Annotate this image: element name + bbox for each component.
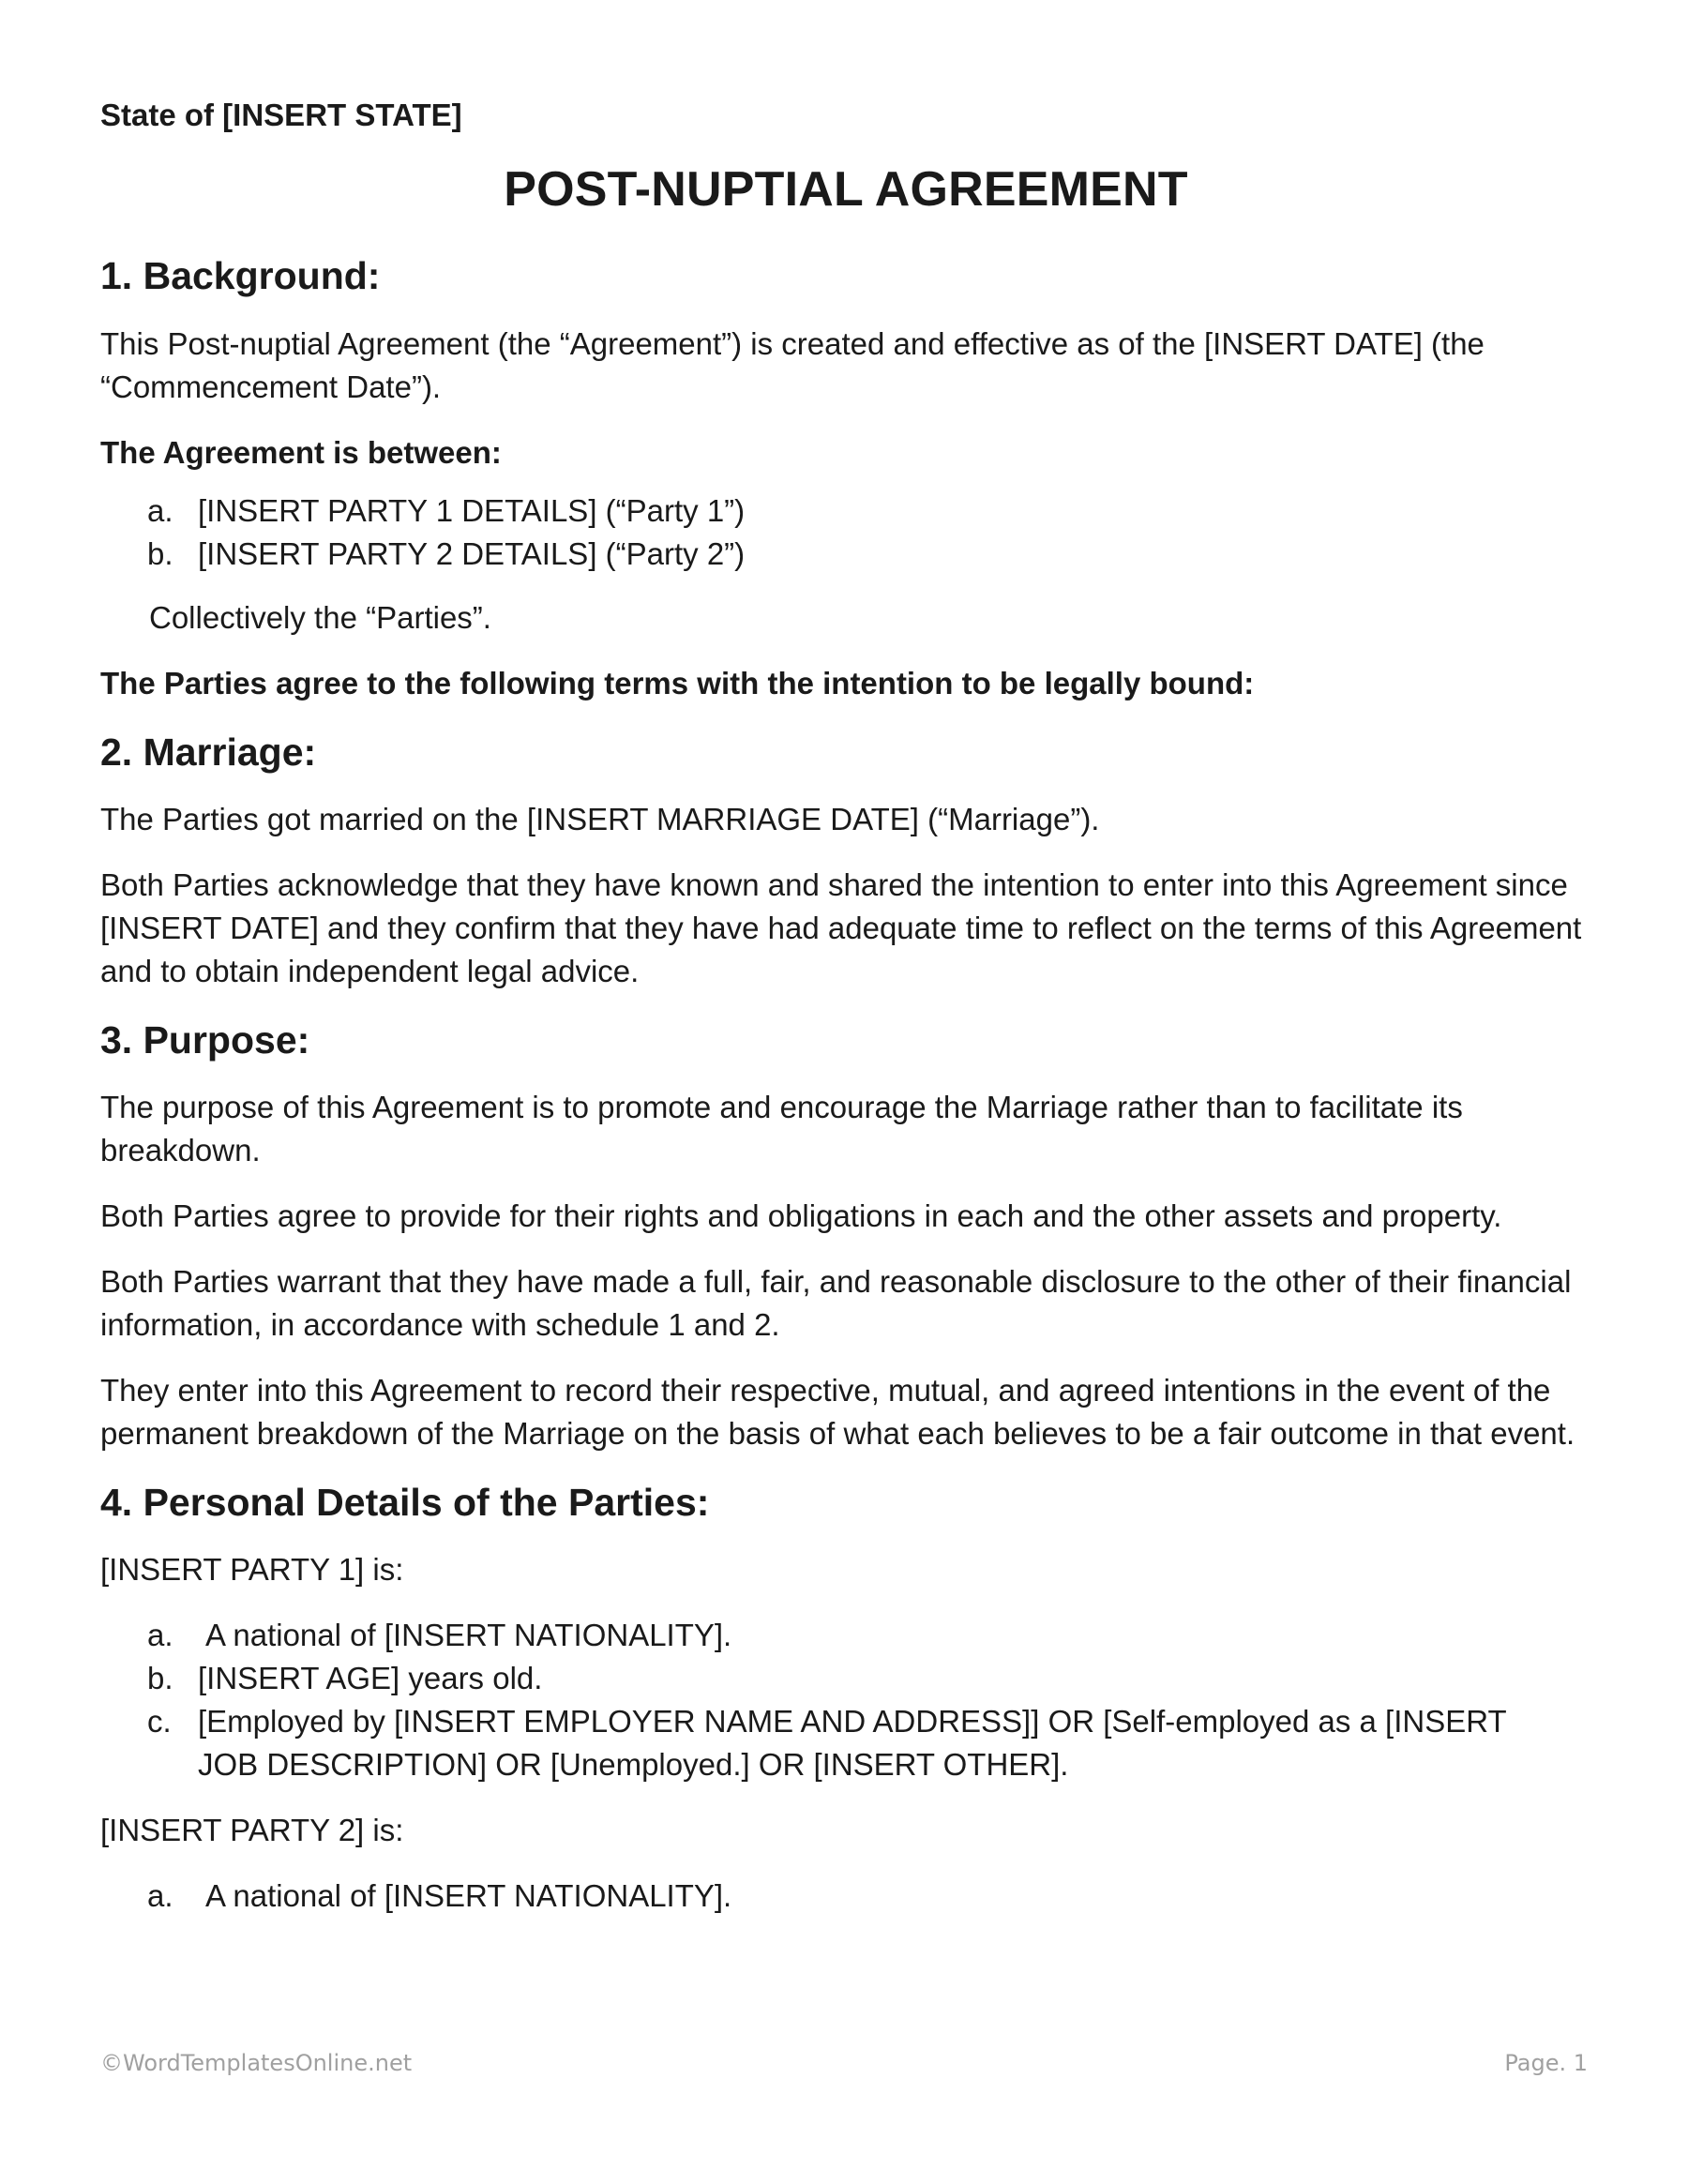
document-page bbox=[100, 97, 1591, 1940]
parties-list bbox=[100, 490, 1591, 576]
purpose-paragraph-2: Both Parties agree to provide for their rights and obligations in each and the other assets and property. bbox=[100, 1197, 1502, 1233]
list-item-text: [Employed by [INSERT EMPLOYER NAME AND ADDRESS]] OR [Self-employed as a [INSERT JOB DESCRIPTION] OR [Unemployed.] OR [INSERT OTHER]. bbox=[198, 1704, 1507, 1783]
list-item bbox=[100, 1875, 1591, 1918]
list-item-text: [INSERT PARTY 1 DETAILS] (“Party 1”) bbox=[198, 492, 746, 528]
party2-details-list bbox=[100, 1875, 1591, 1918]
footer-copyright: ©WordTemplatesOnline.net bbox=[100, 2050, 413, 2076]
purpose-paragraph-3: Both Parties warrant that they have made a full, fair, and reasonable disclosure to the other of their financial information, in accordance with schedule 1 and 2. bbox=[100, 1263, 1572, 1342]
section-heading-marriage: 2. Marriage: bbox=[100, 730, 317, 774]
background-paragraph: This Post-nuptial Agreement (the “Agreement”) is created and effective as of the [INSERT DATE] (the “Commencement Date”). bbox=[100, 325, 1485, 404]
collectively-parties: Collectively the “Parties”. bbox=[149, 599, 491, 635]
document-title: POST-NUPTIAL AGREEMENT bbox=[504, 161, 1188, 217]
list-item bbox=[100, 1614, 1591, 1657]
agreement-between-label: The Agreement is between: bbox=[100, 434, 502, 470]
list-marker: b. bbox=[147, 1661, 173, 1696]
list-item-text: A national of [INSERT NATIONALITY]. bbox=[205, 1878, 732, 1914]
marriage-paragraph-2: Both Parties acknowledge that they have known and shared the intention to enter into this Agreement since [INSERT DATE] and they confirm that they have had adequate time to reflect on the terms of this Agreement and to obtain independent legal advice. bbox=[100, 866, 1582, 988]
section-heading-personal-details: 4. Personal Details of the Parties: bbox=[100, 1480, 710, 1524]
list-marker: a. bbox=[147, 1878, 173, 1914]
list-item bbox=[100, 533, 1591, 576]
party2-label: [INSERT PARTY 2] is: bbox=[100, 1813, 404, 1848]
agree-terms-line: The Parties agree to the following terms with the intention to be legally bound: bbox=[100, 665, 1255, 700]
list-item-text: [INSERT AGE] years old. bbox=[198, 1661, 543, 1696]
section-heading-background: 1. Background: bbox=[100, 254, 381, 298]
list-marker: c. bbox=[147, 1704, 172, 1740]
list-item bbox=[100, 1700, 1591, 1786]
list-marker: a. bbox=[147, 492, 173, 528]
purpose-paragraph-4: They enter into this Agreement to record their respective, mutual, and agreed intentions in the event of the permanent breakdown of the Marriage on the basis of what each believes to be a fair outcome in that event. bbox=[100, 1372, 1575, 1451]
state-line: State of [INSERT STATE] bbox=[100, 98, 462, 132]
list-marker: a. bbox=[147, 1618, 173, 1653]
section-heading-purpose: 3. Purpose: bbox=[100, 1017, 310, 1062]
footer-page-number: Page. 1 bbox=[1504, 2050, 1588, 2076]
list-item-text: A national of [INSERT NATIONALITY]. bbox=[205, 1618, 732, 1653]
party1-details-list bbox=[100, 1614, 1591, 1786]
list-item-text: [INSERT PARTY 2 DETAILS] (“Party 2”) bbox=[198, 535, 746, 571]
purpose-paragraph-1: The purpose of this Agreement is to promote and encourage the Marriage rather than to facilitate its breakdown. bbox=[100, 1089, 1463, 1167]
list-item bbox=[100, 490, 1591, 533]
list-marker: b. bbox=[147, 535, 173, 571]
marriage-paragraph-1: The Parties got married on the [INSERT MARRIAGE DATE] (“Marriage”). bbox=[100, 801, 1100, 836]
list-item bbox=[100, 1657, 1591, 1700]
party1-label: [INSERT PARTY 1] is: bbox=[100, 1552, 404, 1588]
